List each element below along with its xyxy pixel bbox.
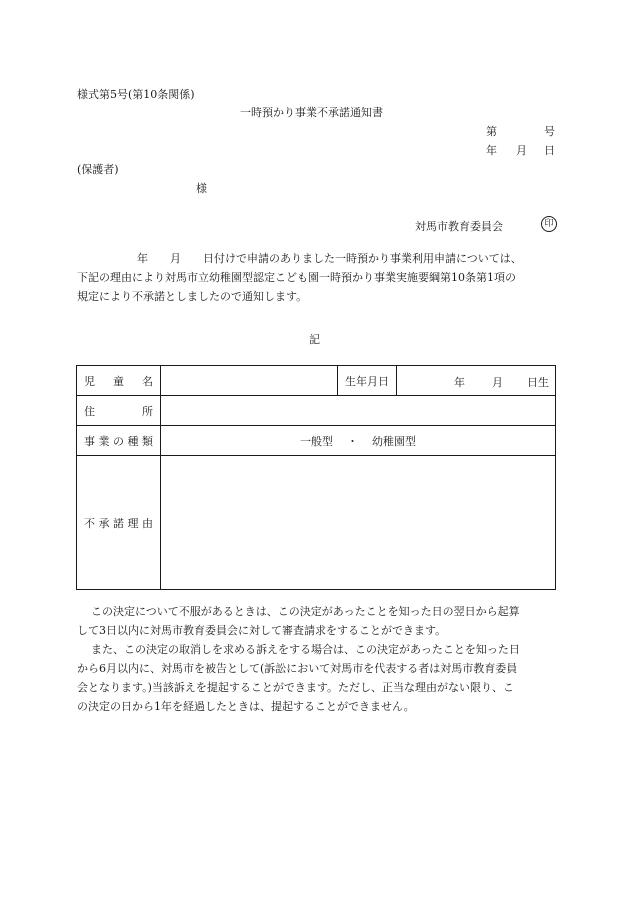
body-line-3: 規定により不承諾としましたので通知します。 bbox=[77, 290, 308, 303]
ki-heading: 記 bbox=[309, 333, 320, 346]
form-number: 様式第5号(第10条関係) bbox=[77, 88, 195, 101]
table-row bbox=[77, 426, 556, 456]
body-line-1-text: 日付けで申請のありました一時預かり事業利用申請については、 bbox=[203, 252, 522, 265]
table-row bbox=[77, 456, 556, 590]
body-year: 年 bbox=[137, 252, 148, 265]
appeal-notice bbox=[77, 602, 557, 716]
refusal-reason-label: 不 承 諾 理 由 bbox=[77, 456, 161, 590]
birth-month: 月 bbox=[492, 376, 503, 389]
honorific: 様 bbox=[196, 182, 207, 195]
service-type-label: 事 業 の 種 類 bbox=[77, 426, 161, 456]
table-row bbox=[77, 366, 556, 396]
seal-mark: 印 bbox=[541, 216, 557, 232]
note-p2-line1: また、この決定の取消しを求める訴えをする場合は、この決定があったことを知った日 bbox=[91, 643, 520, 656]
date-year: 年 bbox=[486, 144, 497, 157]
birth-year: 年 bbox=[454, 376, 465, 389]
type-separator: ・ bbox=[347, 434, 358, 448]
child-name-label: 児 童 名 bbox=[77, 366, 161, 396]
birth-day: 日生 bbox=[527, 376, 549, 389]
body-month: 月 bbox=[170, 252, 181, 265]
refusal-reason-value[interactable] bbox=[161, 456, 556, 590]
address-value[interactable] bbox=[161, 396, 556, 426]
child-name-value[interactable] bbox=[161, 366, 338, 396]
guardian-label: (保護者) bbox=[77, 163, 119, 176]
body-line-2: 下記の理由により対馬市立幼稚園型認定こども園一時預かり事業実施要綱第10条第1項の bbox=[77, 271, 516, 284]
detail-table bbox=[76, 365, 556, 590]
body-line-1 bbox=[77, 249, 557, 268]
number-suffix: 号 bbox=[544, 125, 555, 138]
note-p2-line4: の決定の日から1年を経過したときは、提起することができません。 bbox=[77, 700, 415, 713]
birth-date-label: 生年月日 bbox=[338, 366, 397, 396]
note-p1-line1: この決定について不服があるときは、この決定があったことを知った日の翌日から起算 bbox=[91, 605, 520, 618]
address-label: 住 所 bbox=[77, 396, 161, 426]
note-p2-line2: から6月以内に、対馬市を被告として(訴訟において対馬市を代表する者は対馬市教育委員 bbox=[77, 662, 518, 675]
service-type-value bbox=[161, 426, 556, 456]
document-title: 一時預かり事業不承諾通知書 bbox=[240, 106, 383, 119]
table-row bbox=[77, 396, 556, 426]
type-kindergarten[interactable]: 幼稚園型 bbox=[372, 434, 416, 448]
number-label: 第 bbox=[486, 125, 497, 138]
date-day: 日 bbox=[544, 144, 555, 157]
date-month: 月 bbox=[516, 144, 527, 157]
type-general[interactable]: 一般型 bbox=[300, 434, 333, 448]
notification-body bbox=[77, 249, 557, 306]
birth-date-value[interactable] bbox=[397, 366, 556, 396]
issuer-name: 対馬市教育委員会 bbox=[415, 220, 503, 233]
note-p2-line3: 会となります。)当該訴えを提起することができます。ただし、正当な理由がない限り、こ bbox=[77, 681, 515, 694]
note-p1-line2: して3日以内に対馬市教育委員会に対して審査請求をすることができます。 bbox=[77, 624, 447, 637]
